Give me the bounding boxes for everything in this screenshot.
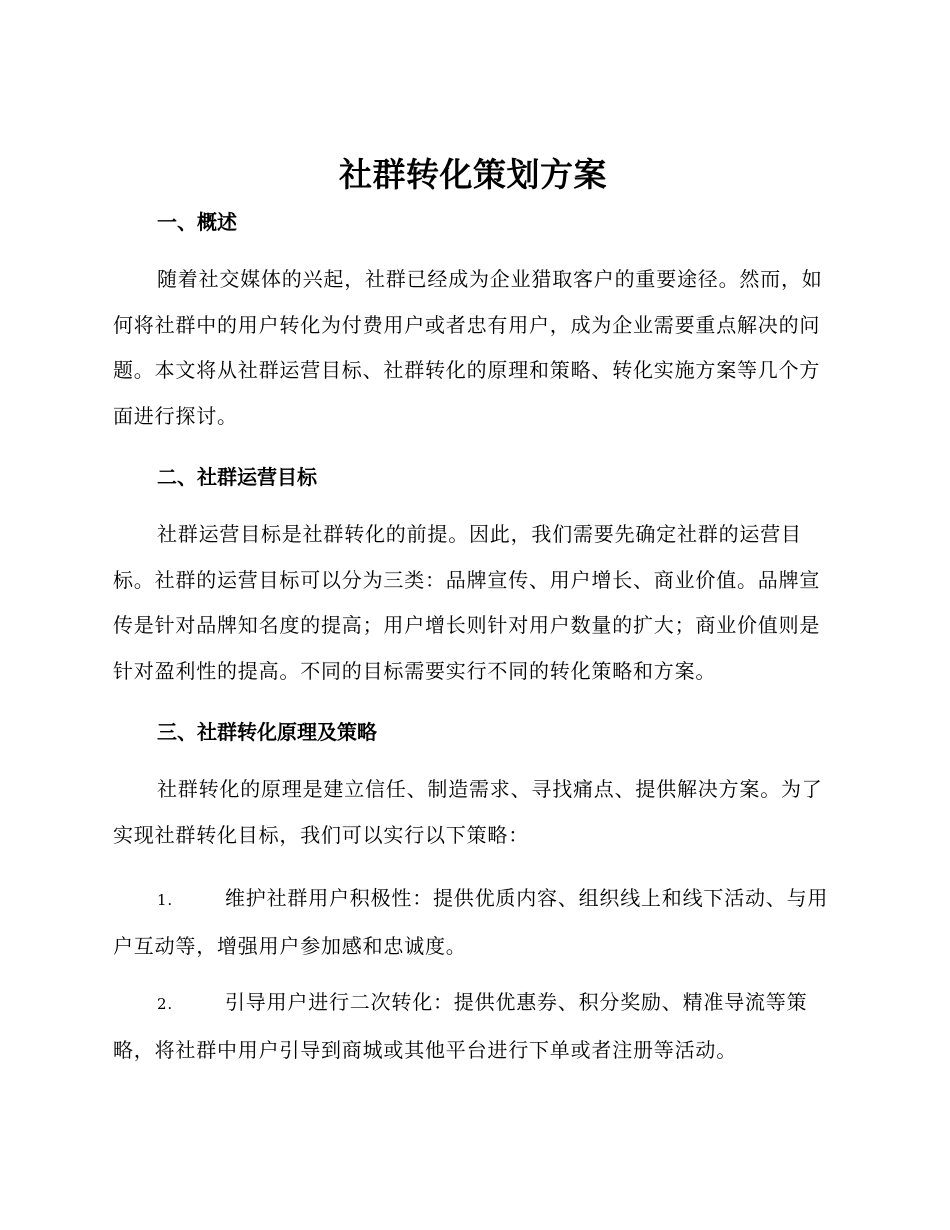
strategy-list-item <box>113 980 833 1073</box>
list-item-number: 1. <box>157 891 173 909</box>
section-heading-conversion-strategy: 三、社群转化原理及策略 <box>157 720 377 744</box>
list-item-text: 维护社群用户积极性：提供优质内容、组织线上和线下活动、与用户互动等，增强用户参加感和忠诚度。 <box>113 886 829 958</box>
conversion-strategy-paragraph: 社群转化的原理是建立信任、制造需求、寻找痛点、提供解决方案。为了实现社群转化目标，我们可以实行以下策略： <box>113 777 823 847</box>
document-page <box>113 150 833 1073</box>
document-title: 社群转化策划方案 <box>339 155 607 194</box>
overview-paragraph: 随着社交媒体的兴起，社群已经成为企业猎取客户的重要途径。然而，如何将社群中的用户转化为付费用户或者忠有用户，成为企业需要重点解决的问题。本文将从社群运营目标、社群转化的原理和策略、转化实施方案等几个方面进行探讨。 <box>113 267 823 428</box>
section-heading-operation-goals: 二、社群运营目标 <box>157 465 317 489</box>
strategy-list-item <box>113 876 833 969</box>
list-item-text: 引导用户进行二次转化：提供优惠券、积分奖励、精准导流等策略，将社群中用户引导到商城或其他平台进行下单或者注册等活动。 <box>113 990 808 1062</box>
list-item-number: 2. <box>157 995 173 1013</box>
operation-goals-paragraph: 社群运营目标是社群转化的前提。因此，我们需要先确定社群的运营目标。社群的运营目标可以分为三类：品牌宣传、用户增长、商业价值。品牌宣传是针对品牌知名度的提高；用户增长则针对用户数量的扩大；商业价值则是针对盈利性的提高。不同的目标需要实行不同的转化策略和方案。 <box>113 522 821 683</box>
section-heading-overview: 一、概述 <box>157 210 237 234</box>
